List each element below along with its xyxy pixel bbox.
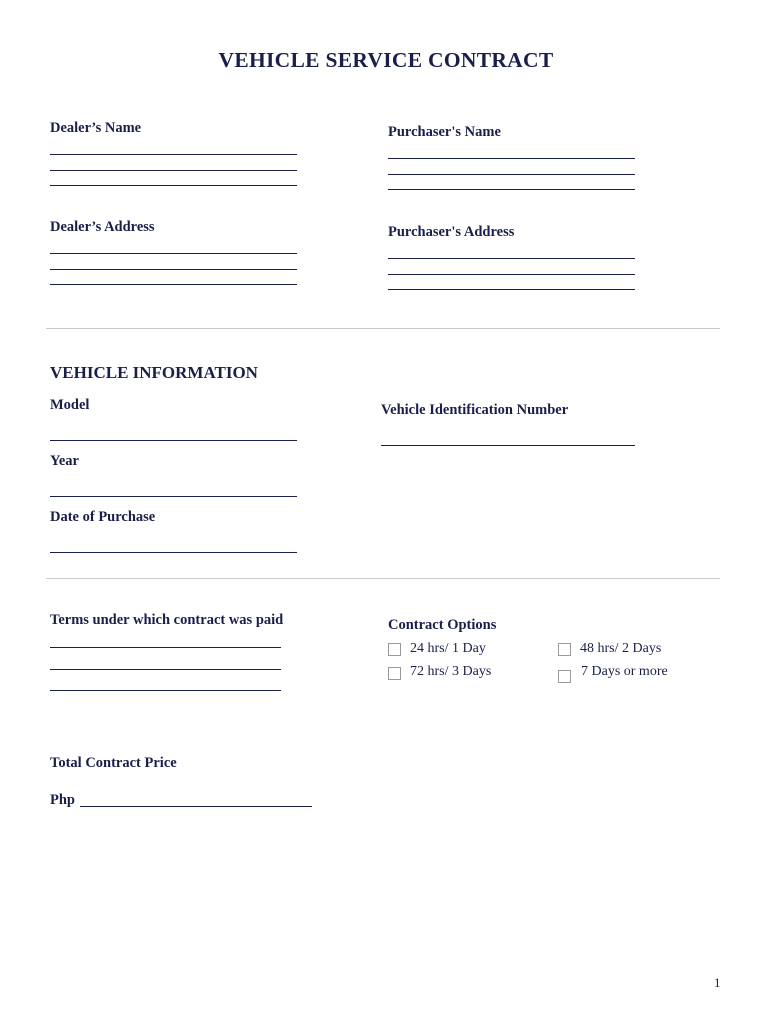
contract-options-label: Contract Options (388, 617, 497, 633)
year-label: Year (50, 453, 79, 469)
vehicle-section-title: VEHICLE INFORMATION (50, 363, 258, 382)
dealer-address-line-3[interactable] (50, 284, 297, 285)
dealer-name-line-2[interactable] (50, 170, 297, 171)
purchase-date-line[interactable] (50, 552, 297, 553)
purchaser-name-label: Purchaser's Name (388, 124, 501, 140)
purchaser-name-line-3[interactable] (388, 189, 635, 190)
model-label: Model (50, 397, 90, 413)
currency-label: Php (50, 792, 75, 808)
option-7days-checkbox[interactable] (558, 670, 571, 683)
dealer-name-label: Dealer’s Name (50, 120, 142, 136)
purchaser-name-line-1[interactable] (388, 158, 635, 159)
dealer-address-line-1[interactable] (50, 253, 297, 254)
dealer-address-line-2[interactable] (50, 269, 297, 270)
purchaser-name-line-2[interactable] (388, 174, 635, 175)
page-number: 1 (714, 975, 721, 990)
option-48hrs-checkbox[interactable] (558, 643, 571, 656)
purchaser-address-line-2[interactable] (388, 274, 635, 275)
year-line[interactable] (50, 496, 297, 497)
purchaser-address-line-3[interactable] (388, 289, 635, 290)
terms-line-1[interactable] (50, 647, 281, 648)
vin-label: Vehicle Identification Number (381, 402, 569, 418)
option-24hrs-checkbox[interactable] (388, 643, 401, 656)
terms-label: Terms under which contract was paid (50, 612, 284, 628)
section-divider (46, 578, 720, 579)
document-title: VEHICLE SERVICE CONTRACT (218, 48, 554, 72)
model-line[interactable] (50, 440, 297, 441)
dealer-name-line-3[interactable] (50, 185, 297, 186)
option-7days-label: 7 Days or more (581, 664, 668, 679)
total-price-label: Total Contract Price (50, 755, 177, 771)
purchaser-address-label: Purchaser's Address (388, 224, 515, 240)
section-divider (46, 328, 720, 329)
option-72hrs-label: 72 hrs/ 3 Days (410, 664, 492, 679)
dealer-address-label: Dealer’s Address (50, 219, 155, 235)
option-72hrs-checkbox[interactable] (388, 667, 401, 680)
option-48hrs-label: 48 hrs/ 2 Days (580, 641, 662, 656)
purchase-date-label: Date of Purchase (50, 509, 156, 525)
terms-line-3[interactable] (50, 690, 281, 691)
dealer-name-line-1[interactable] (50, 154, 297, 155)
option-24hrs-label: 24 hrs/ 1 Day (410, 641, 486, 656)
vin-line[interactable] (381, 445, 635, 446)
price-line[interactable] (80, 806, 312, 807)
purchaser-address-line-1[interactable] (388, 258, 635, 259)
terms-line-2[interactable] (50, 669, 281, 670)
